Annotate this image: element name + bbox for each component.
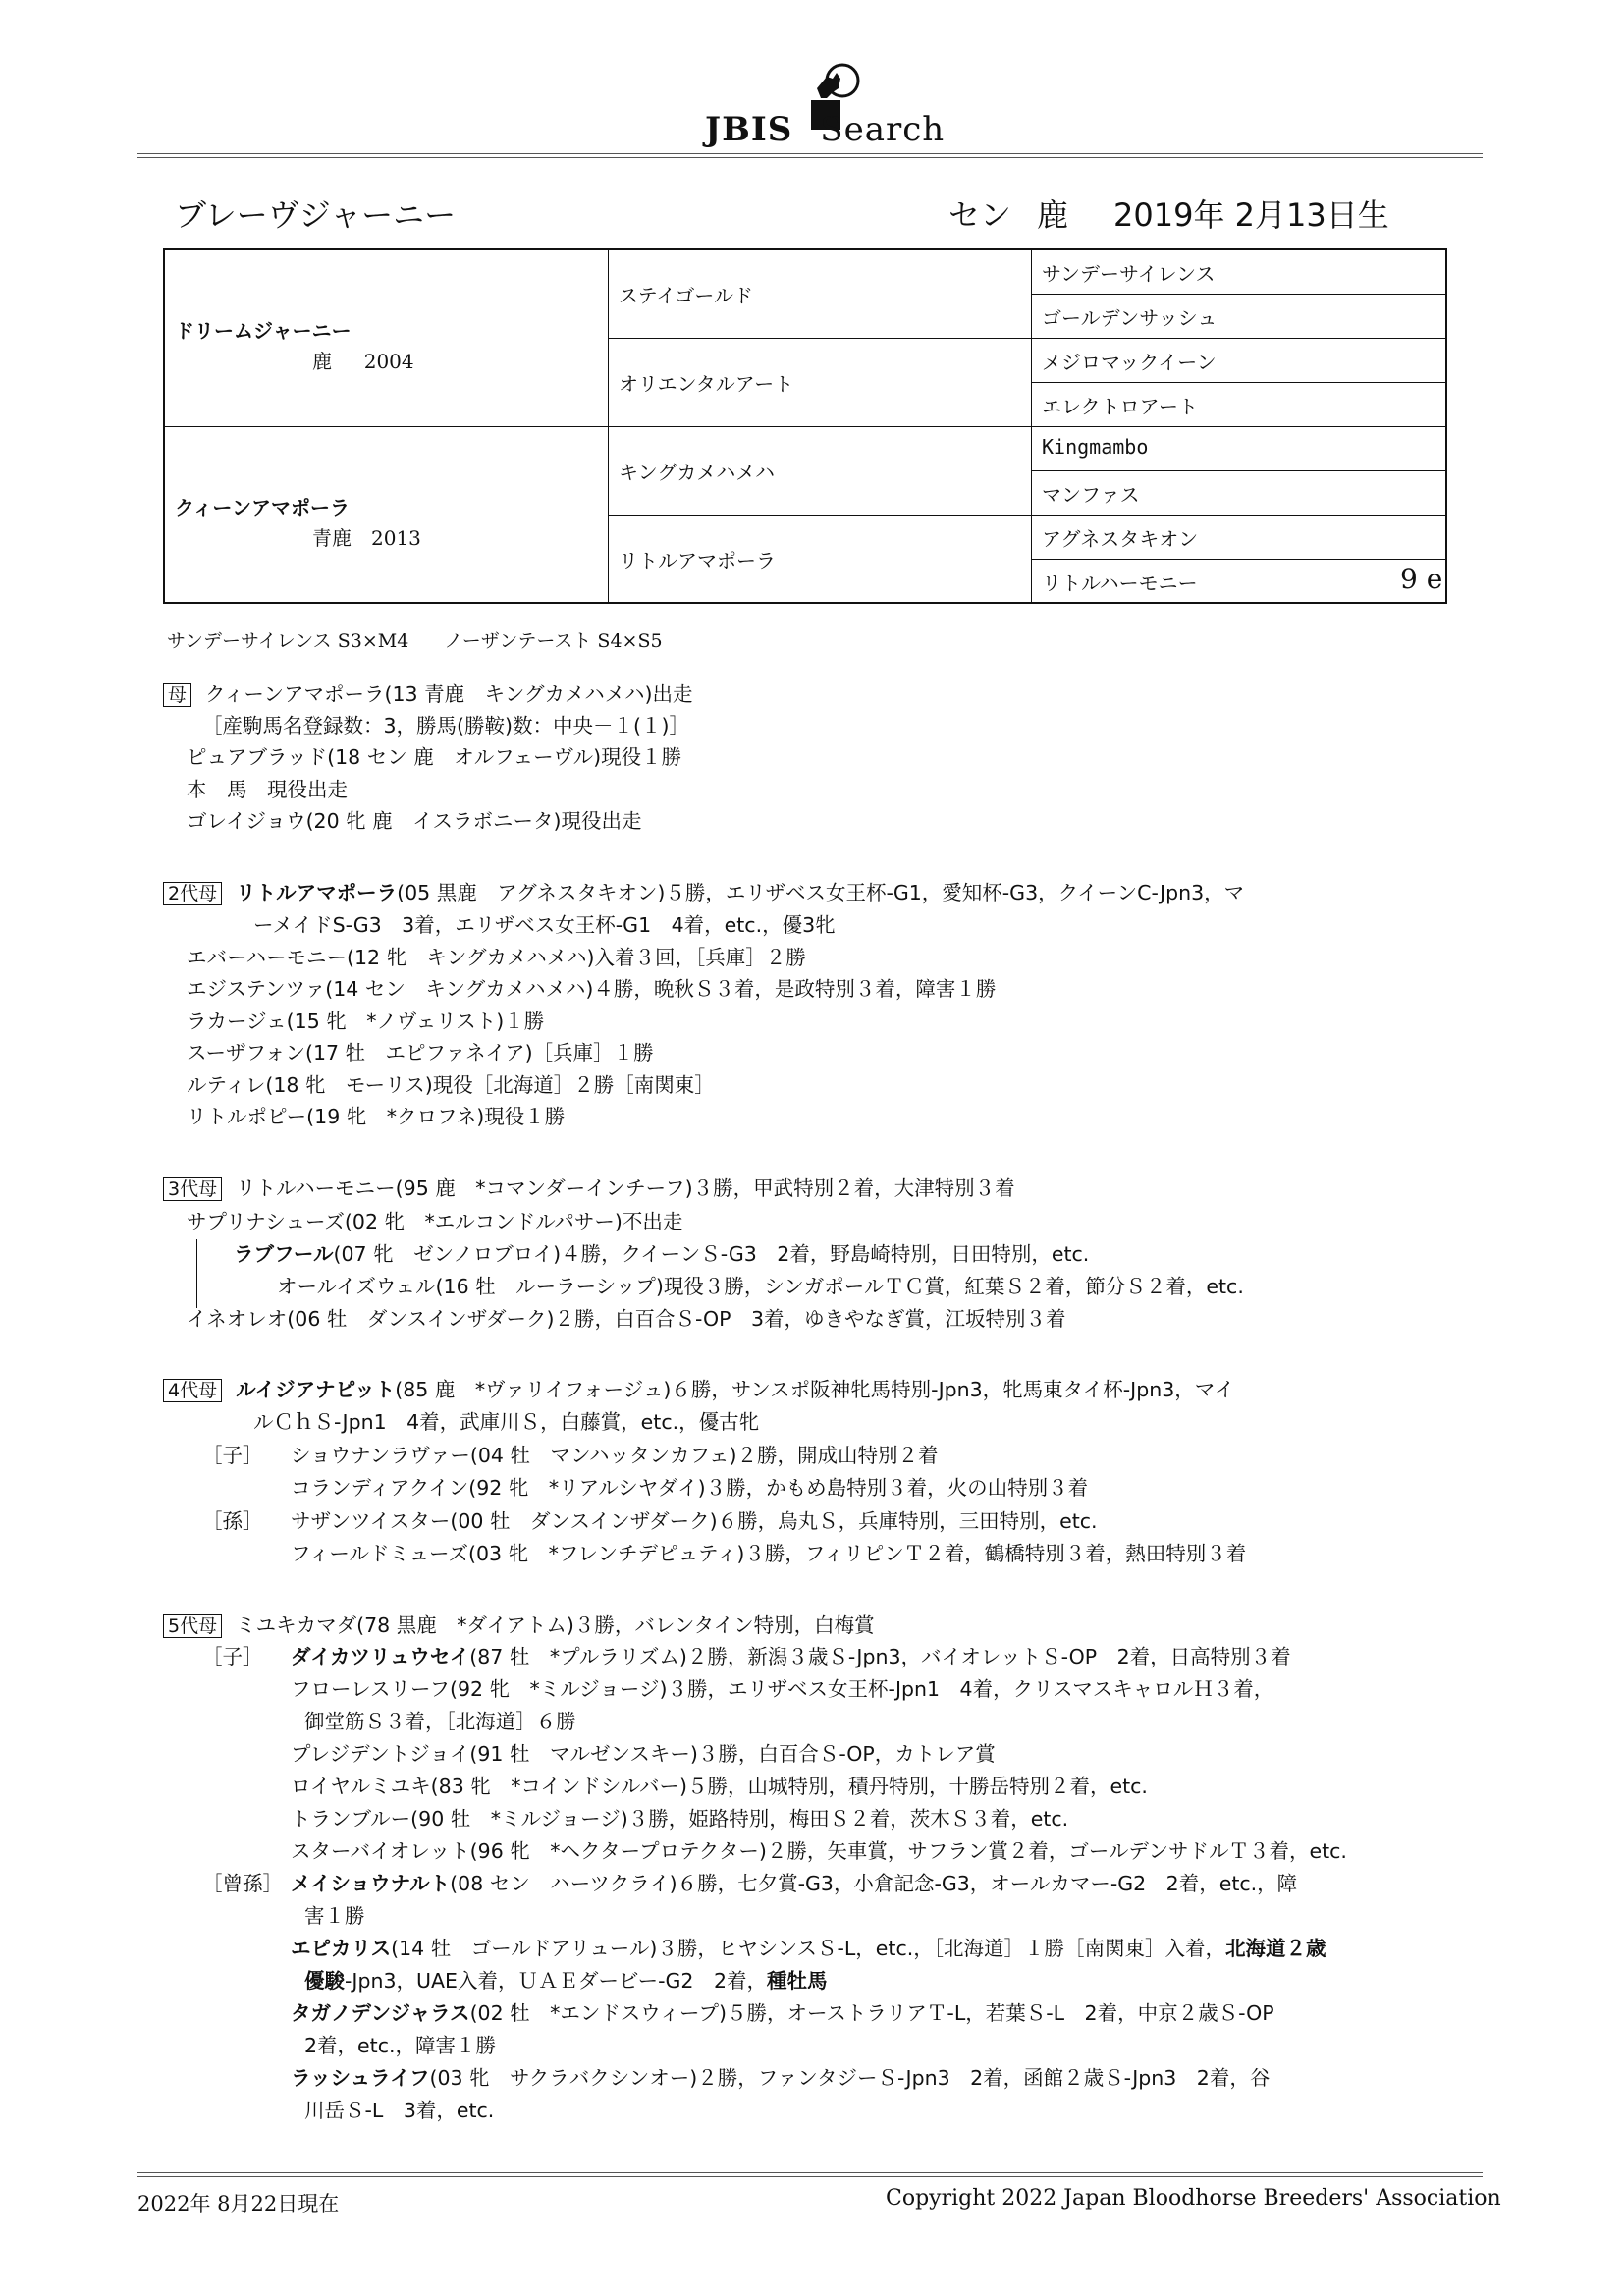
g5-dam-record: ミユキカマダ(78 黒鹿 *ダイアトム)３勝，バレンタイン特別，白梅賞: [236, 1613, 875, 1637]
horse-record: (07 牝 ゼンノロブロイ)４勝，クイーンＳ-G3 2着，野島崎特別，日田特別，etc.: [333, 1242, 1090, 1266]
horse-name-bold: ラッシュライフ: [291, 2066, 430, 2090]
pedigree-sire: [175, 315, 414, 374]
g2-section-head: [163, 878, 1244, 907]
horse-name-bold: メイショウナルト: [291, 1872, 451, 1895]
logo-left-text: JBIS: [705, 110, 793, 149]
horse-name-bold: エピカリス: [291, 1937, 392, 1960]
section-tag: 2代母: [163, 882, 222, 905]
g4-dam-record-cont: ルＣｈＳ-Jpn1 4着，武庫川Ｓ，白藤賞，etc.，優古牝: [253, 1410, 760, 1434]
g4-line: コランディアクイン(92 牝 *リアルシヤダイ)３勝，かもめ島特別３着，火の山特別３着: [291, 1476, 1089, 1500]
inbreeding-item: サンデーサイレンス S3×M4: [167, 630, 409, 652]
horse-name-bold: ダイカツリュウセイ: [291, 1645, 470, 1668]
pedigree-dam: [175, 492, 421, 551]
g3-line: サプリナシューズ(02 牝 *エルコンドルパサー)不出走: [187, 1210, 683, 1233]
g2-line: エジステンツァ(14 セン キングカメハメハ)４勝，晩秋Ｓ３着，是政特別３着，障害１勝: [187, 977, 997, 1001]
gen3-cell: Kingmambo: [1042, 435, 1149, 459]
race-name-bold: 北海道２歳: [1225, 1937, 1326, 1960]
g3-section-head: [163, 1174, 1015, 1203]
header-rule-2: [137, 157, 1483, 158]
g5-line: 2着，etc.，障害１勝: [304, 2034, 496, 2057]
section-tag: 3代母: [163, 1177, 222, 1201]
g5-line: スターバイオレット(96 牝 *ヘクタープロテクター)２勝，矢車賞，サフラン賞２着，ゴールデンサドルＴ３着，etc.: [291, 1839, 1347, 1863]
gen2-cell: キングカメハメハ: [619, 461, 775, 484]
horse-sex: セン: [948, 196, 1012, 234]
descent-bracket: [196, 1239, 197, 1308]
dam-line: クィーンアマポーラ(13 青鹿 キングカメハメハ)出走: [205, 683, 693, 706]
grandchild-label: ［孫］: [202, 1509, 263, 1533]
horse-record: (02 牡 *エンドスウィープ)５勝，オーストラリアＴ-L，若葉Ｓ-L 2着，中京２歳Ｓ-OP: [469, 2001, 1274, 2025]
g2-line: スーザフォン(17 牡 エピファネイア)［兵庫］１勝: [187, 1041, 654, 1065]
gen2-cell: オリエンタルアート: [619, 372, 794, 396]
g5-line: [304, 1966, 828, 1995]
dam-section-head: [163, 680, 693, 709]
horse-record: (08 セン ハーツクライ)６勝，七夕賞-G3，小倉記念-G3，オールカマー-G2 2着，etc.，障: [450, 1872, 1298, 1895]
g5-line: トランブルー(90 牡 *ミルジョージ)３勝，姫路特別，梅田Ｓ２着，茨木Ｓ３着，etc.: [291, 1807, 1069, 1831]
jbis-search-logo: [687, 59, 946, 157]
gen2-cell: ステイゴールド: [619, 284, 753, 307]
g2-line: ラカージェ(15 牝 *ノヴェリスト)１勝: [187, 1010, 545, 1033]
dam-name: クィーンアマポーラ: [175, 496, 350, 519]
g3-line: イネオレオ(06 牡 ダンスインザダーク)２勝，白百合Ｓ-OP 3着，ゆきやなぎ賞，江坂特別３着: [187, 1307, 1066, 1331]
g5-line: ロイヤルミユキ(83 牝 *コインドシルバー)５勝，山城特別，積丹特別，十勝岳特別２着，etc.: [291, 1775, 1148, 1798]
g5-line: プレジデントジョイ(91 牡 マルゼンスキー)３勝，白百合Ｓ-OP，カトレア賞: [291, 1742, 996, 1766]
gen3-cell: マンファス: [1042, 483, 1140, 507]
great-grandchild-label: ［曾孫］: [202, 1872, 283, 1895]
g5-line: 御堂筋Ｓ３着，［北海道］６勝: [304, 1710, 576, 1733]
horse-name: ブレーヴジャーニー: [175, 196, 457, 234]
g5-section-head: [163, 1611, 875, 1640]
gen3-cell: ゴールデンサッシュ: [1042, 306, 1218, 330]
section-tag: 母: [163, 683, 191, 707]
race-name-bold: 優駿: [304, 1969, 345, 1993]
g5-line: [291, 1869, 1297, 1898]
dam-line: ［産駒馬名登録数：3，勝馬(勝鞍)数：中央－１(１)］: [202, 714, 690, 738]
gen3-cell: アグネスタキオン: [1042, 527, 1199, 551]
child-label: ［子］: [202, 1645, 263, 1668]
gen3-cell: リトルハーモニー: [1042, 572, 1198, 595]
gen3-cell: サンデーサイレンス: [1042, 262, 1216, 286]
g5-line: [291, 1998, 1274, 2028]
g4-line: フィールドミューズ(03 牝 *フレンチデピュティ)３勝，フィリピンＴ２着，鶴橋特別３着，熱田特別３着: [291, 1542, 1247, 1565]
horse-info: [948, 191, 1415, 236]
section-tag: 4代母: [163, 1379, 222, 1402]
inbreeding-line: [167, 627, 698, 653]
stallion-label: 種牡馬: [767, 1969, 828, 1993]
g2-line: エバーハーモニー(12 牝 キングカメハメハ)入着３回，［兵庫］２勝: [187, 946, 806, 969]
horse-record: -Jpn3，UAE入着，ＵＡＥダービー-G2 2着，: [345, 1969, 768, 1993]
horse-record: (14 牡 ゴールドアリュール)３勝，ヒヤシンスＳ-L，etc.，［北海道］１勝［南関東］入着，: [391, 1937, 1225, 1960]
g3-dam-record: リトルハーモニー(95 鹿 *コマンダーインチーフ)３勝，甲武特別２着，大津特別３着: [236, 1176, 1015, 1200]
horse-record: (03 牝 サクラバクシンオー)２勝，ファンタジーＳ-Jpn3 2着，函館２歳Ｓ-Jpn3 2着，谷: [429, 2066, 1271, 2090]
copyright: Copyright 2022 Japan Bloodhorse Breeders' Association: [886, 2186, 1501, 2211]
gen3-cell: メジロマックイーン: [1042, 351, 1217, 374]
g2-line: リトルポピー(19 牝 *クロフネ)現役１勝: [187, 1105, 566, 1128]
section-tag: 5代母: [163, 1614, 222, 1638]
g4-dam-name: ルイジアナピット: [236, 1378, 396, 1401]
g4-dam-record: (85 鹿 *ヴァリイフォージュ)６勝，サンスポ阪神牝馬特別-Jpn3，牝馬東タイ杯-Jpn3，マイ: [395, 1378, 1235, 1401]
g5-line: [291, 1934, 1326, 1963]
g2-dam-record-cont: ーメイドS-G3 3着，エリザベス女王杯-G1 4着，etc.，優3牝: [253, 913, 836, 937]
dam-line: 本 馬 現役出走: [187, 778, 348, 801]
g5-line: [291, 2063, 1270, 2093]
child-label: ［子］: [202, 1444, 263, 1467]
g4-section-head: [163, 1375, 1234, 1404]
footer-rule-2: [137, 2176, 1483, 2177]
header-rule: [137, 153, 1483, 154]
g5-line: 害１勝: [304, 1904, 365, 1928]
horse-color: 鹿: [1037, 196, 1069, 234]
horse-name-bold: タガノデンジャラス: [291, 2001, 470, 2025]
g5-line: 川岳Ｓ-L 3着，etc.: [304, 2099, 495, 2122]
pedigree-table: [163, 248, 1447, 604]
dam-line: ゴレイジョウ(20 牝 鹿 イスラボニータ)現役出走: [187, 809, 642, 833]
g5-line: フローレスリーフ(92 牝 *ミルジョージ)３勝，エリザベス女王杯-Jpn1 4着，クリスマスキャロルＨ３着，: [291, 1677, 1274, 1701]
sire-detail: 鹿 2004: [312, 350, 414, 373]
g4-line: ショウナンラヴァー(04 牡 マンハッタンカフェ)２勝，開成山特別２着: [291, 1444, 939, 1467]
as-of-date: 2022年 8月22日現在: [137, 2192, 340, 2215]
sire-name: ドリームジャーニー: [175, 319, 352, 343]
g3-line: [234, 1239, 1089, 1269]
g4-line: サザンツイスター(00 牡 ダンスインザダーク)６勝，烏丸Ｓ，兵庫特別，三田特別，etc.: [291, 1509, 1098, 1533]
gen3-cell: エレクトロアート: [1042, 395, 1198, 418]
g2-line: ルティレ(18 牝 モーリス)現役［北海道］２勝［南関東］: [187, 1073, 715, 1097]
family-number: 9 e: [1400, 563, 1443, 595]
g2-dam-record: (05 黒鹿 アグネスタキオン)５勝，エリザベス女王杯-G1，愛知杯-G3，クイーンC-Jpn3，マ: [397, 881, 1245, 904]
footer-rule: [137, 2172, 1483, 2173]
inbreeding-item: ノーザンテースト S4×S5: [444, 630, 663, 652]
dam-line: ピュアブラッド(18 セン 鹿 オルフェーヴル)現役１勝: [187, 745, 682, 769]
g5-line: [291, 1642, 1291, 1671]
horse-birth: 2019年 2月13日生: [1113, 196, 1389, 234]
logo-right-text: Search: [820, 110, 946, 149]
horse-record: (87 牡 *プルラリズム)２勝，新潟３歳Ｓ-Jpn3，バイオレットＳ-OP 2着，日高特別３着: [469, 1645, 1291, 1668]
g2-dam-name: リトルアマポーラ: [236, 881, 398, 904]
horse-name-bold: ラブフール: [234, 1242, 334, 1266]
dam-detail: 青鹿 2013: [312, 526, 421, 550]
gen2-cell: リトルアマポーラ: [619, 549, 776, 573]
g3-line: オールイズウェル(16 牡 ルーラーシップ)現役３勝，シンガポールＴＣ賞，紅葉Ｓ２着，節分Ｓ２着，etc.: [277, 1275, 1244, 1298]
